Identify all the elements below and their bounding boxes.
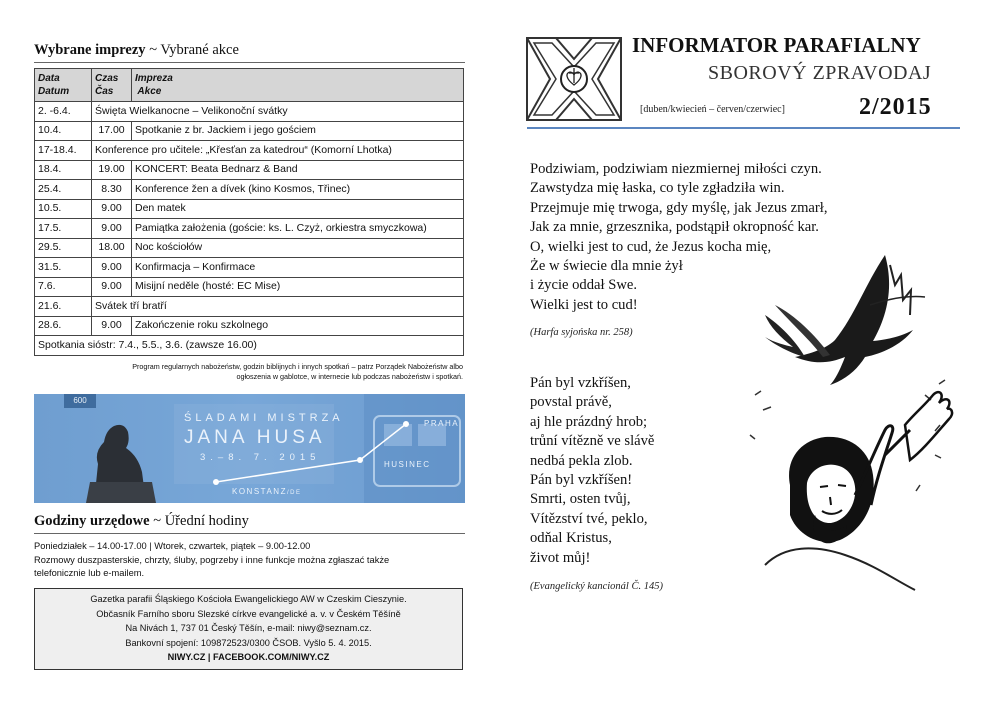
header-event-pl: Impreza bbox=[135, 73, 173, 84]
poem-line: nedbá pekla zlob. bbox=[530, 452, 633, 469]
cell-event-wide: Święta Wielkanocne – Velikonoční svátky bbox=[92, 102, 464, 122]
cell-time: 9.00 bbox=[92, 316, 132, 336]
cell-time: 9.00 bbox=[92, 277, 132, 297]
cell-event: Pamiątka założenia (goście: ks. L. Czyż, orkiestra smyczkowa) bbox=[132, 219, 464, 239]
poem-line: Pán byl vzkříšen! bbox=[530, 472, 633, 489]
imprint-box bbox=[34, 588, 463, 670]
cell-event-wide: Svátek tří bratří bbox=[92, 297, 464, 317]
poem-line: Smrti, osten tvůj, bbox=[530, 491, 631, 508]
table-row bbox=[35, 102, 464, 122]
cell-date: 10.5. bbox=[35, 199, 92, 219]
poem-line: aj hle prázdný hrob; bbox=[530, 413, 648, 430]
poem-line: Że w świecie dla mnie żył bbox=[530, 258, 683, 275]
cell-time: 8.30 bbox=[92, 180, 132, 200]
office-hours-text bbox=[34, 540, 474, 581]
cell-time: 9.00 bbox=[92, 219, 132, 239]
cell-date: 31.5. bbox=[35, 258, 92, 278]
poem-line: život můj! bbox=[530, 549, 591, 566]
imprint-line1: Gazetka parafii Śląskiego Kościoła Ewangelickiego AW w Czeskim Cieszynie. bbox=[90, 594, 407, 604]
cell-event-wide: Konference pro učitele: „Křesťan za katedrou“ (Komorní Lhotka) bbox=[92, 141, 464, 161]
cell-date: 25.4. bbox=[35, 180, 92, 200]
cell-time: 9.00 bbox=[92, 199, 132, 219]
cell-event: Konfirmacja – Konfirmace bbox=[132, 258, 464, 278]
jesus-dove-illustration bbox=[735, 245, 960, 595]
banner-city-praha: PRAHA bbox=[424, 419, 460, 428]
banner-city1-suffix: /DE bbox=[286, 490, 302, 496]
cell-event: Spotkanie z br. Jackiem i jego gościem bbox=[132, 121, 464, 141]
issue-period: [duben/kwiecień – červen/czerwiec] bbox=[640, 104, 785, 115]
cell-date: 10.4. bbox=[35, 121, 92, 141]
events-title-cz: Vybrané akce bbox=[160, 42, 239, 58]
poem-line: Zawstydza mię łaska, co tyle zgładziła win. bbox=[530, 180, 785, 197]
poem-line: O, wielki jest to cud, że Jezus kocha mię, bbox=[530, 238, 772, 255]
header-date-pl: Data bbox=[38, 73, 60, 84]
cell-date: 17.5. bbox=[35, 219, 92, 239]
cell-event: KONCERT: Beata Bednarz & Band bbox=[132, 160, 464, 180]
poem-line: Jak za mnie, grzesznika, podstąpił okropność kar. bbox=[530, 219, 819, 236]
header-rule bbox=[527, 127, 960, 129]
poem-czech-citation: (Evangelický kancionál Č. 145) bbox=[530, 581, 663, 592]
hours-title-rule bbox=[34, 533, 465, 534]
hours-section-title bbox=[34, 513, 249, 530]
cell-event: Misijní neděle (hosté: EC Mise) bbox=[132, 277, 464, 297]
imprint-line2: Občasník Farního sboru Slezské církve evangelické a. v. v Českém Těšíně bbox=[96, 608, 401, 619]
newsletter-subtitle: SBOROVÝ ZPRAVODAJ bbox=[708, 62, 932, 84]
table-row bbox=[35, 180, 464, 200]
poem-line: povstal právě, bbox=[530, 394, 612, 411]
poem-line: Pán byl vzkříšen, bbox=[530, 375, 631, 391]
poem-line: Podziwiam, podziwiam niezmiernej miłości czyn. bbox=[530, 161, 822, 177]
poem-line: odňal Kristus, bbox=[530, 530, 612, 547]
hours-title-cz: Úřední hodiny bbox=[164, 513, 249, 529]
poem-czech bbox=[530, 374, 730, 568]
col-header-event bbox=[132, 69, 464, 102]
hus-trip-banner bbox=[34, 394, 465, 503]
table-header-row bbox=[35, 69, 464, 102]
cell-date: 17-18.4. bbox=[35, 141, 92, 161]
cell-event: Zakończenie roku szkolnego bbox=[132, 316, 464, 336]
header-date-cz: Datum bbox=[38, 86, 70, 97]
poem-line: Wielki jest to cud! bbox=[530, 296, 638, 313]
parish-logo-icon bbox=[526, 37, 622, 121]
events-table-wrap bbox=[34, 68, 464, 356]
issue-number: 2/2015 bbox=[859, 94, 932, 120]
hours-line2: Rozmowy duszpasterskie, chrzty, śluby, pogrzeby i inne funkcje można zgłaszać także bbox=[34, 554, 390, 565]
cell-time: 18.00 bbox=[92, 238, 132, 258]
table-row bbox=[35, 277, 464, 297]
events-table bbox=[34, 68, 464, 356]
col-header-date bbox=[35, 69, 92, 102]
hours-line3: telefonicznie lub e-mailem. bbox=[34, 568, 145, 578]
cell-date: 21.6. bbox=[35, 297, 92, 317]
poem-polish-citation: (Harfa syjońska nr. 258) bbox=[530, 327, 633, 338]
table-row bbox=[35, 219, 464, 239]
poem-line: trůní vítězně ve slávě bbox=[530, 433, 655, 450]
table-row bbox=[35, 160, 464, 180]
header-event-cz: Akce bbox=[135, 86, 162, 97]
table-row bbox=[35, 199, 464, 219]
banner-city-konstanz bbox=[232, 487, 301, 496]
schedule-note-line2: ogłoszenia w gablotce, w internecie lub podczas nabożeństw i spotkań. bbox=[236, 372, 463, 381]
header-time-cz: Čas bbox=[95, 86, 114, 97]
poem-line: Vítězství tvé, peklo, bbox=[530, 510, 648, 527]
cell-event: Noc kościołów bbox=[132, 238, 464, 258]
banner-line2: JANA HUSA bbox=[184, 427, 326, 448]
table-row bbox=[35, 297, 464, 317]
hours-title-separator: ~ bbox=[149, 513, 165, 529]
header-time-pl: Czas bbox=[95, 73, 119, 84]
table-row bbox=[35, 141, 464, 161]
banner-dates: 3.–8. 7. 2015 bbox=[200, 452, 321, 463]
col-header-time bbox=[92, 69, 132, 102]
cell-date: 2. -6.4. bbox=[35, 102, 92, 122]
hours-line1: Poniedziałek – 14.00-17.00 | Wtorek, czwartek, piątek – 9.00-12.00 bbox=[34, 541, 311, 551]
cell-event: Konference žen a dívek (kino Kosmos, Třinec) bbox=[132, 180, 464, 200]
table-row bbox=[35, 336, 464, 356]
imprint-line4: Bankovní spojení: 109872523/0300 ČSOB. Vyšlo 5. 4. 2015. bbox=[125, 637, 372, 648]
cell-date: 28.6. bbox=[35, 316, 92, 336]
poem-line: Przejmuje mię trwoga, gdy myślę, jak Jezus zmarł, bbox=[530, 199, 828, 216]
hours-title-pl: Godziny urzędowe bbox=[34, 513, 150, 529]
cell-full: Spotkania sióstr: 7.4., 5.5., 3.6. (zawsze 16.00) bbox=[35, 336, 464, 356]
table-row bbox=[35, 258, 464, 278]
events-title-pl: Wybrane imprezy bbox=[34, 42, 146, 58]
cell-time: 19.00 bbox=[92, 160, 132, 180]
table-row bbox=[35, 316, 464, 336]
imprint-line3: Na Nivách 1, 737 01 Český Těšín, e-mail: niwy@seznam.cz. bbox=[125, 623, 372, 633]
events-title-rule bbox=[34, 62, 465, 63]
cell-event: Den matek bbox=[132, 199, 464, 219]
poem-line: i życie oddał Swe. bbox=[530, 277, 637, 294]
table-row bbox=[35, 238, 464, 258]
table-row bbox=[35, 121, 464, 141]
imprint-links: NIWY.CZ | FACEBOOK.COM/NIWY.CZ bbox=[167, 652, 330, 662]
banner-line1: ŚLADAMI MISTRZA bbox=[184, 412, 344, 424]
banner-city1: KONSTANZ bbox=[232, 487, 287, 496]
banner-badge: 600 bbox=[64, 394, 96, 408]
schedule-note-line1: Program regularnych nabożeństw, godzin biblijnych i innych spotkań – patrz Porządek Nabożeństw albo bbox=[132, 362, 463, 371]
cell-time: 9.00 bbox=[92, 258, 132, 278]
cell-date: 18.4. bbox=[35, 160, 92, 180]
cell-time: 17.00 bbox=[92, 121, 132, 141]
newsletter-title: INFORMATOR PARAFIALNY bbox=[632, 33, 921, 57]
events-section-title bbox=[34, 42, 239, 59]
cell-date: 29.5. bbox=[35, 238, 92, 258]
banner-city-husinec: HUSINEC bbox=[384, 460, 431, 469]
cell-date: 7.6. bbox=[35, 277, 92, 297]
title-separator: ~ bbox=[145, 42, 161, 58]
schedule-note bbox=[34, 362, 463, 382]
